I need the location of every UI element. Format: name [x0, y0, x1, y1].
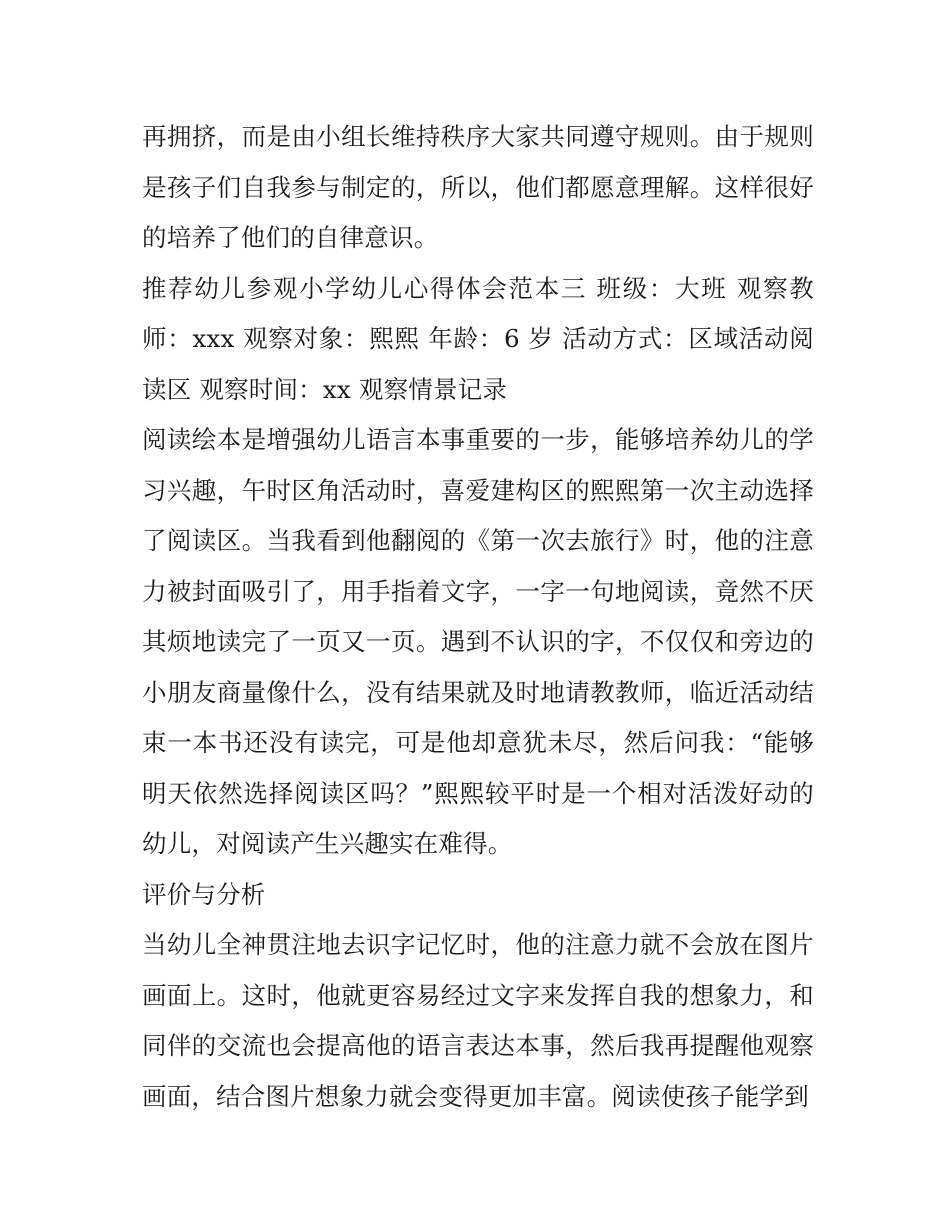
paragraph-evaluation: 当幼儿全神贯注地去识字记忆时，他的注意力就不会放在图片画面上。这时，他就更容易经过文字来发挥自我的想象力，和同伴的交流也会提高他的语言表达本事，然后我再提醒他观察画面，结合图片想象力就会变得更加丰富。阅读使孩子能学到	[142, 930, 814, 1111]
document-body	[142, 112, 814, 1122]
paragraph-rules: 再拥挤，而是由小组长维持秩序大家共同遵守规则。由于规则是孩子们自我参与制定的，所以，他们都愿意理解。这样很好的培养了他们的自律意识。	[142, 122, 814, 252]
paragraph-observation-record: 阅读绘本是增强幼儿语言本事重要的一步，能够培养幼儿的学习兴趣，午时区角活动时，喜爱建构区的熙熙第一次主动选择了阅读区。当我看到他翻阅的《第一次去旅行》时，他的注意力被封面吸引了，用手指着文字，一字一句地阅读，竟然不厌其烦地读完了一页又一页。遇到不认识的字，不仅仅和旁边的小朋友商量像什么，没有结果就及时地请教教师，临近活动结束一本书还没有读完，可是他却意犹未尽，然后问我：“能够明天依然选择阅读区吗？”熙熙较平时是一个相对活泼好动的幼儿，对阅读产生兴趣实在难得。	[142, 425, 814, 858]
paragraph-observation-header: 推荐幼儿参观小学幼儿心得体会范本三 班级：大班 观察教师：xxx 观察对象：熙熙 年龄：6 岁 活动方式：区域活动阅读区 观察时间：xx 观察情景记录	[142, 273, 814, 404]
section-heading-evaluation: 评价与分析	[142, 879, 266, 909]
